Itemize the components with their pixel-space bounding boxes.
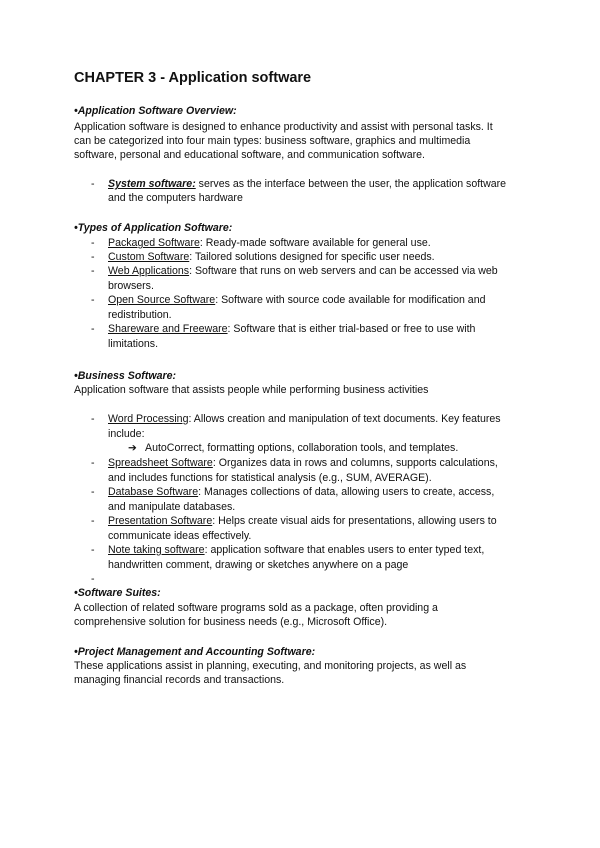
list-item-cont: and manipulate databases. [108, 500, 236, 513]
bullet-dash: - [91, 544, 95, 556]
page-title: CHAPTER 3 - Application software [74, 70, 312, 86]
bullet-dash: - [91, 251, 95, 263]
pm-line: managing financial records and transactions. [74, 674, 285, 686]
list-item [108, 236, 431, 250]
list-item [108, 264, 498, 278]
definition: : Ready-made software available for general use. [199, 237, 431, 249]
sub-item: AutoCorrect, formatting options, collaboration tools, and templates. [145, 442, 459, 454]
bullet-dash: - [91, 486, 95, 498]
definition: : Manages collections of data, allowing users to create, access, [198, 486, 495, 498]
definition: : Tailored solutions designed for specific user needs. [189, 251, 435, 263]
bullet-dash: - [91, 265, 95, 277]
system-software-cont: and the computers hardware [108, 192, 243, 204]
list-item-cont: and includes functions for statistical analysis (e.g., SUM, AVERAGE). [108, 471, 432, 484]
business-heading: •Business Software: [74, 370, 177, 382]
overview-line: can be categorized into four main types: business software, graphics and multimedia [74, 135, 471, 147]
bullet-dash: - [91, 323, 95, 335]
term: Presentation Software [108, 515, 213, 527]
pm-line: These applications assist in planning, executing, and monitoring projects, as well as [74, 660, 467, 672]
term: Packaged Software [108, 237, 200, 249]
system-software-item [108, 177, 506, 191]
term: Note taking software [108, 544, 205, 556]
bullet-dash: - [91, 515, 95, 527]
definition: : Helps create visual aids for presentations, allowing users to [212, 515, 497, 527]
suites-line: A collection of related software programs sold as a package, often providing a [74, 602, 438, 614]
definition: serves as the interface between the user, the application software [195, 178, 507, 190]
term: Shareware and Freeware [108, 323, 228, 335]
overview-line: software, personal and educational software, and communication software. [74, 149, 425, 161]
definition: : Organizes data in rows and columns, supports calculations, [212, 457, 498, 469]
list-item [108, 485, 494, 499]
bullet-dash: - [91, 178, 95, 190]
term: Database Software [108, 486, 199, 498]
list-item [108, 412, 501, 426]
list-item-cont: include: [108, 427, 145, 440]
overview-line: Application software is designed to enhance productivity and assist with personal tasks. It [74, 121, 493, 133]
list-item [108, 543, 484, 557]
list-item [108, 250, 435, 264]
list-item-cont: browsers. [108, 279, 154, 292]
list-item [108, 456, 498, 470]
definition: : Allows creation and manipulation of text documents. Key features [188, 413, 501, 425]
bullet-dash: - [91, 457, 95, 469]
overview-heading: •Application Software Overview: [74, 105, 237, 117]
definition: : Software that is either trial-based or free to use with [227, 323, 476, 335]
bullet-dash: - [91, 294, 95, 306]
pm-heading: •Project Management and Accounting Software: [74, 646, 316, 658]
types-heading: •Types of Application Software: [74, 222, 233, 234]
definition: : application software that enables users to enter typed text, [204, 544, 485, 556]
list-item [108, 293, 485, 307]
list-item-cont: communicate ideas effectively. [108, 529, 252, 542]
list-item-cont: redistribution. [108, 308, 172, 321]
term: Web Applications [108, 265, 190, 277]
term: Spreadsheet Software [108, 457, 213, 469]
arrow-icon: ➔ [128, 442, 137, 454]
list-item-cont: limitations. [108, 337, 159, 350]
definition: : Software that runs on web servers and can be accessed via web [189, 265, 498, 277]
definition: : Software with source code available for modification and [215, 294, 486, 306]
term: System software: [108, 178, 196, 190]
list-item [108, 514, 497, 528]
bullet-dash: - [91, 237, 95, 249]
bullet-dash: - [91, 413, 95, 425]
suites-heading: •Software Suites: [74, 587, 161, 599]
term: Word Processing [108, 413, 189, 425]
list-item-cont: handwritten comment, drawing or sketches anywhere on a page [108, 558, 409, 571]
term: Custom Software [108, 251, 190, 263]
suites-line: comprehensive solution for business needs (e.g., Microsoft Office). [74, 616, 388, 628]
business-intro: Application software that assists people while performing business activities [74, 384, 429, 396]
list-item [108, 322, 475, 336]
term: Open Source Software [108, 294, 216, 306]
bullet-dash: - [91, 573, 95, 585]
